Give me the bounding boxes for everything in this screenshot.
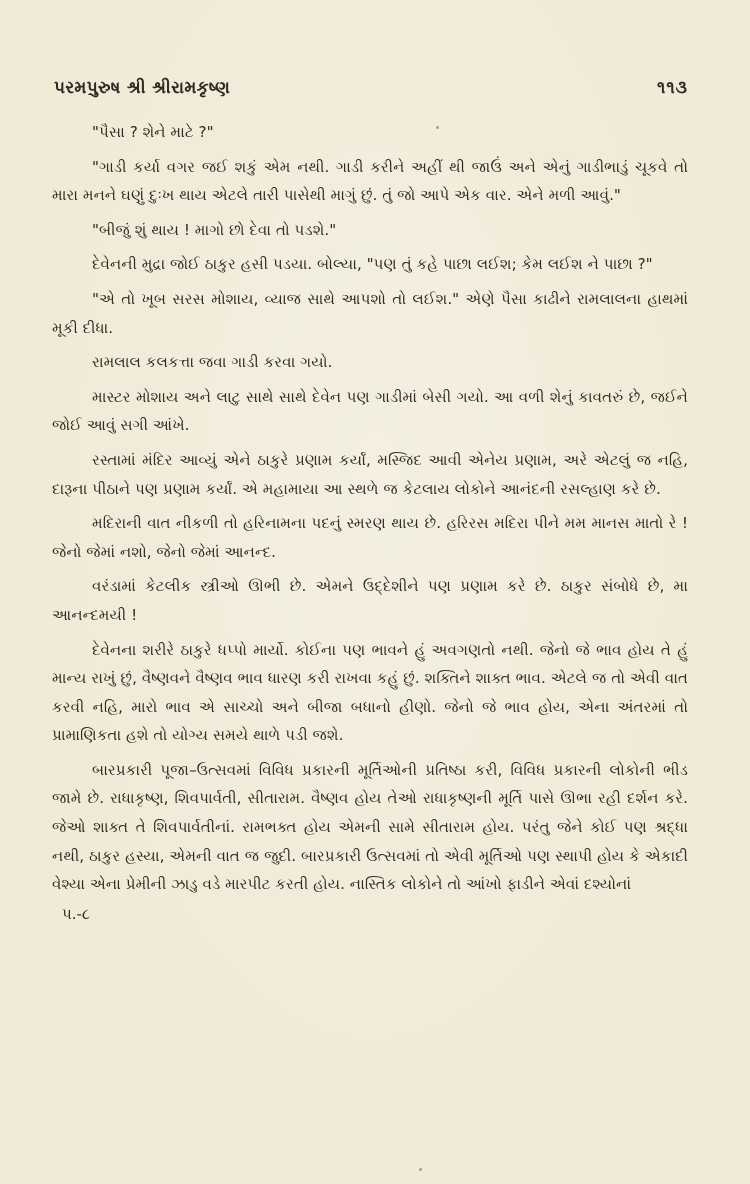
paragraph: બારપ્રકારી પૂજા–ઉત્સવમાં વિવિધ પ્રકારની મૂર્તિઓની પ્રતિષ્ઠા કરી, વિવિધ પ્રકારની લોકોની ભીડ જામે છે. રાધાકૃષ્ણ, શિવપાર્વતી, સીતારામ. વૈષ્ણવ હોય તેઓ રાધાકૃષ્ણની મૂર્તિ પાસે ઊભા રહી દર્શન કરે. જેઓ શાક્ત તે શિવપાર્વતીનાં. રામભક્ત હોય એમની સામે સીતારામ હોય. પરંતુ જેને કોઈ પણ શ્રદ્ધા નથી, ઠાકુર હસ્યા, એમની વાત જ જુદી. બારપ્રકારી ઉત્સવમાં તો એવી મૂર્તિઓ પણ સ્થાપી હોય કે એકાદી વેશ્યા એના પ્રેમીની ઝાડુ વડે મારપીટ કરતી હોય. નાસ્તિક લોકોને તો આંખો ફાડીને એવાં દશ્યોનાં [52, 760, 688, 894]
paper-speck [419, 1168, 422, 1171]
body-text [52, 118, 688, 899]
paragraph: માસ્ટર મોશાય અને લાટુ સાથે સાથે દેવેન પણ ગાડીમાં બેસી ગયો. આ વળી શેનું કાવતરું છે, જઈને જોઈ આવું સગી આંખે. [52, 387, 688, 435]
paragraph: "ગાડી કર્યા વગર જઈ શકું એમ નથી. ગાડી કરીને અહીં થી જાઉં અને એનું ગાડીભાડું ચૂકવે તો મારા મનને ઘણું દુઃખ થાય એટલે તારી પાસેથી માગું છું. તું જો આપે એક વાર. એને મળી આવું." [52, 157, 688, 205]
paragraph: રસ્તામાં મંદિર આવ્યું એને ઠાકુરે પ્રણામ કર્યાં, મસ્જિદ આવી એનેય પ્રણામ, અરે એટલું જ નહિ, દારૂના પીઠાને પણ પ્રણામ કર્યાં. એ મહામાયા આ સ્થળે જ કેટલાય લોકોને આનંદની રસલ્હાણ કરે છે. [52, 450, 688, 498]
running-head-title: પરમપુરુષ શ્રી શ્રીરામકૃષ્ણ [54, 78, 231, 98]
paragraph: વરંડામાં કેટલીક સ્ત્રીઓ ઊભી છે. એમને ઉદ્દેશીને પણ પ્રણામ કરે છે. ઠાકુર સંબોધે છે, મા આનન્દમયી ! [52, 577, 688, 624]
paragraph: "એ તો ખૂબ સરસ મોશાય, વ્યાજ સાથે આપશો તો લઈશ." એણે પૈસા કાઢીને રામલાલના હાથમાં મૂકી દીધા. [52, 289, 688, 337]
paragraph: મદિરાની વાત નીકળી તો હરિનામના પદનું સ્મરણ થાય છે. હરિરસ મદિરા પીને મમ માનસ માતો રે ! જેનો જેમાં નશો, જેનો જેમાં આનન્દ. [52, 514, 688, 561]
paper-speck [436, 126, 439, 129]
paragraph: "પૈસા ? શેને માટે ?" [92, 123, 214, 141]
paragraph: દેવેનના શરીરે ઠાકુરે ધપ્પો માર્યો. કોઈના પણ ભાવને હું અવગણતો નથી. જેનો જે ભાવ હોય તે હું માન્ય રાખું છું, વૈષ્ણવને વૈષ્ણવ ભાવ ધારણ કરી રાખવા કહું છું. શક્તિને શાક્ત ભાવ. એટલે જ તો એવી વાત કરવી નહિ, મારો ભાવ એ સાચ્ચો અને બીજા બધાનો હીણો. જેનો જે ભાવ હોય, એના અંતરમાં તો પ્રામાણિકતા હશે તો યોગ્ય સમયે થાળે પડી જશે. [52, 640, 688, 745]
page-number: ૧૧૩ [657, 78, 688, 98]
signature-mark: પ.-૮ [62, 904, 91, 923]
paragraph: રામલાલ કલકત્તા જવા ગાડી કરવા ગયો. [92, 353, 333, 372]
running-head [52, 78, 688, 98]
paragraph: દેવેનની મુદ્રા જોઈ ઠાકુર હસી પડયા. બોલ્યા, "પણ તું કહે પાછા લઈશ; કેમ લઈશ ને પાછા ?" [92, 255, 653, 274]
paragraph: "બીજું શું થાય ! માગો છો દેવા તો પડશે." [92, 220, 337, 239]
